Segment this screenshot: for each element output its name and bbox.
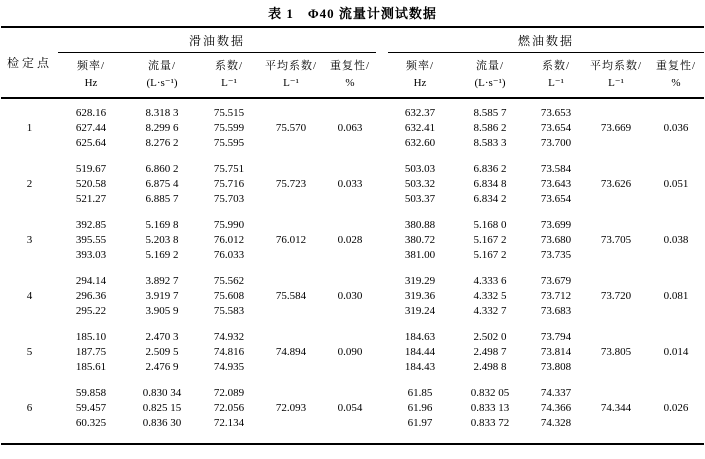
cell-lube-flow: 2.476 9	[145, 361, 179, 373]
cell-lube-coefficient: 72.089	[213, 387, 245, 399]
cell-point	[1, 416, 58, 444]
column-header-frequency: 频率/ Hz	[388, 53, 452, 99]
cell-fuel-flow: 5.168 0	[473, 219, 507, 231]
cell-lube-average	[258, 263, 324, 289]
cell-lube-flow: 3.905 9	[145, 305, 179, 317]
cell-point: 2	[26, 178, 33, 190]
cell-fuel-flow: 2.498 7	[473, 346, 507, 358]
cell-lube-average	[258, 151, 324, 177]
cell-fuel-coefficient: 74.366	[540, 402, 572, 414]
cell-fuel-repeatability	[648, 151, 704, 177]
cell-lube-flow: 8.318 3	[145, 107, 179, 119]
cell-fuel-repeatability	[648, 207, 704, 233]
cell-point	[1, 319, 58, 345]
cell-gap	[376, 345, 388, 360]
cell-lube-frequency: 392.85	[75, 219, 107, 231]
cell-lube-frequency: 294.14	[75, 275, 107, 287]
cell-fuel-coefficient: 73.700	[540, 137, 572, 149]
cell-lube-frequency: 627.44	[75, 122, 107, 134]
cell-point	[1, 304, 58, 319]
table-title	[0, 0, 705, 26]
cell-fuel-average	[584, 151, 648, 177]
cell-fuel-repeatability	[648, 319, 704, 345]
cell-lube-frequency: 187.75	[75, 346, 107, 358]
cell-lube-flow: 8.276 2	[145, 137, 179, 149]
cell-gap	[376, 98, 388, 121]
cell-gap	[376, 401, 388, 416]
table-row	[1, 121, 704, 136]
cell-lube-average	[258, 98, 324, 121]
cell-fuel-repeatability	[648, 192, 704, 207]
cell-fuel-flow: 0.833 13	[470, 402, 510, 414]
cell-fuel-flow: 8.585 7	[473, 107, 507, 119]
cell-fuel-flow: 4.333 6	[473, 275, 507, 287]
cell-gap	[376, 304, 388, 319]
cell-lube-repeatability	[324, 263, 376, 289]
cell-gap	[376, 121, 388, 136]
cell-lube-frequency: 185.61	[75, 361, 107, 373]
cell-lube-frequency: 296.36	[75, 290, 107, 302]
cell-fuel-average	[584, 207, 648, 233]
cell-fuel-coefficient: 74.337	[540, 387, 572, 399]
group-gap	[376, 27, 388, 53]
cell-fuel-average: 73.626	[600, 178, 632, 190]
cell-fuel-frequency: 184.44	[404, 346, 436, 358]
cell-gap	[376, 233, 388, 248]
cell-fuel-repeatability	[648, 375, 704, 401]
cell-fuel-repeatability	[648, 98, 704, 121]
table-row	[1, 375, 704, 401]
cell-point: 4	[26, 290, 33, 302]
cell-fuel-coefficient: 73.643	[540, 178, 572, 190]
group-header-fuel: 燃油数据	[388, 27, 704, 53]
cell-fuel-flow: 6.834 8	[473, 178, 507, 190]
cell-fuel-flow: 8.583 3	[473, 137, 507, 149]
cell-fuel-frequency: 503.03	[404, 163, 436, 175]
cell-lube-repeatability: 0.063	[337, 122, 363, 134]
cell-lube-frequency: 395.55	[75, 234, 107, 246]
cell-lube-frequency: 59.457	[75, 402, 107, 414]
cell-fuel-frequency: 61.97	[407, 417, 433, 429]
table-row	[1, 263, 704, 289]
cell-gap	[376, 263, 388, 289]
cell-lube-average	[258, 136, 324, 151]
cell-lube-average	[258, 319, 324, 345]
cell-lube-repeatability	[324, 360, 376, 375]
cell-fuel-frequency: 380.72	[404, 234, 436, 246]
cell-fuel-flow: 6.836 2	[473, 163, 507, 175]
cell-lube-average: 75.570	[275, 122, 307, 134]
cell-fuel-coefficient: 73.699	[540, 219, 572, 231]
cell-lube-flow: 2.509 5	[145, 346, 179, 358]
cell-fuel-flow: 8.586 2	[473, 122, 507, 134]
cell-lube-average	[258, 375, 324, 401]
column-header-average-coefficient: 平均系数/ L⁻¹	[584, 53, 648, 99]
cell-gap	[376, 136, 388, 151]
table-row	[1, 192, 704, 207]
cell-fuel-frequency: 381.00	[404, 249, 436, 261]
cell-lube-coefficient: 76.033	[213, 249, 245, 261]
cell-fuel-coefficient: 73.680	[540, 234, 572, 246]
cell-lube-flow: 5.169 2	[145, 249, 179, 261]
cell-fuel-average	[584, 263, 648, 289]
cell-point	[1, 263, 58, 289]
cell-point: 1	[26, 122, 33, 134]
measurement-table	[1, 26, 704, 445]
table-row	[1, 233, 704, 248]
cell-lube-frequency: 520.58	[75, 178, 107, 190]
cell-lube-frequency: 628.16	[75, 107, 107, 119]
cell-fuel-average	[584, 98, 648, 121]
cell-lube-coefficient: 75.562	[213, 275, 245, 287]
cell-fuel-repeatability	[648, 248, 704, 263]
cell-fuel-repeatability: 0.026	[663, 402, 689, 414]
cell-fuel-flow: 4.332 5	[473, 290, 507, 302]
cell-fuel-frequency: 184.43	[404, 361, 436, 373]
cell-lube-frequency: 295.22	[75, 305, 107, 317]
cell-fuel-coefficient: 73.808	[540, 361, 572, 373]
cell-fuel-average	[584, 360, 648, 375]
cell-lube-flow: 6.875 4	[145, 178, 179, 190]
cell-fuel-average	[584, 248, 648, 263]
cell-fuel-repeatability	[648, 360, 704, 375]
cell-lube-coefficient: 75.599	[213, 122, 245, 134]
cell-lube-coefficient: 74.935	[213, 361, 245, 373]
cell-fuel-frequency: 632.60	[404, 137, 436, 149]
cell-fuel-repeatability: 0.014	[663, 346, 689, 358]
table-header	[1, 27, 704, 98]
cell-fuel-average	[584, 416, 648, 444]
cell-lube-average: 76.012	[275, 234, 307, 246]
cell-lube-frequency: 59.858	[75, 387, 107, 399]
cell-fuel-average: 74.344	[600, 402, 632, 414]
cell-lube-flow: 5.169 8	[145, 219, 179, 231]
table-row	[1, 319, 704, 345]
cell-lube-coefficient: 75.583	[213, 305, 245, 317]
cell-lube-coefficient: 75.515	[213, 107, 245, 119]
table-row	[1, 304, 704, 319]
cell-fuel-repeatability: 0.081	[663, 290, 689, 302]
cell-lube-coefficient: 72.056	[213, 402, 245, 414]
table-row	[1, 248, 704, 263]
cell-lube-frequency: 60.325	[75, 417, 107, 429]
cell-point: 5	[26, 346, 33, 358]
cell-point	[1, 151, 58, 177]
cell-lube-coefficient: 72.134	[213, 417, 245, 429]
cell-lube-flow: 8.299 6	[145, 122, 179, 134]
column-header-row	[1, 53, 704, 99]
cell-fuel-frequency: 184.63	[404, 331, 436, 343]
cell-fuel-frequency: 319.29	[404, 275, 436, 287]
cell-fuel-coefficient: 73.814	[540, 346, 572, 358]
group-gap	[376, 53, 388, 99]
cell-gap	[376, 207, 388, 233]
column-header-flow-rate: 流量/ (L·s⁻¹)	[452, 53, 528, 99]
cell-lube-repeatability: 0.033	[337, 178, 363, 190]
cell-lube-coefficient: 75.595	[213, 137, 245, 149]
cell-fuel-coefficient: 73.654	[540, 122, 572, 134]
cell-lube-repeatability	[324, 207, 376, 233]
cell-lube-coefficient: 75.990	[213, 219, 245, 231]
cell-fuel-average	[584, 319, 648, 345]
cell-lube-repeatability	[324, 248, 376, 263]
cell-fuel-repeatability	[648, 304, 704, 319]
cell-gap	[376, 248, 388, 263]
cell-lube-flow: 3.892 7	[145, 275, 179, 287]
cell-lube-frequency: 185.10	[75, 331, 107, 343]
cell-lube-repeatability: 0.090	[337, 346, 363, 358]
cell-fuel-frequency: 61.85	[407, 387, 433, 399]
table-row	[1, 360, 704, 375]
cell-fuel-coefficient: 73.679	[540, 275, 572, 287]
cell-fuel-flow: 2.498 8	[473, 361, 507, 373]
cell-point	[1, 98, 58, 121]
cell-point	[1, 375, 58, 401]
cell-point: 6	[26, 402, 33, 414]
table-body	[1, 98, 704, 444]
table-row	[1, 401, 704, 416]
cell-lube-flow: 2.470 3	[145, 331, 179, 343]
cell-fuel-coefficient: 73.735	[540, 249, 572, 261]
cell-fuel-repeatability	[648, 416, 704, 444]
cell-point	[1, 360, 58, 375]
cell-lube-repeatability: 0.030	[337, 290, 363, 302]
corner-header: 检定点	[1, 27, 58, 98]
cell-lube-repeatability	[324, 151, 376, 177]
cell-fuel-frequency: 380.88	[404, 219, 436, 231]
cell-fuel-average	[584, 136, 648, 151]
group-header-lube: 滑油数据	[58, 27, 376, 53]
cell-lube-coefficient: 75.716	[213, 178, 245, 190]
cell-fuel-average	[584, 375, 648, 401]
cell-lube-flow: 6.885 7	[145, 193, 179, 205]
cell-gap	[376, 289, 388, 304]
cell-fuel-repeatability: 0.051	[663, 178, 689, 190]
cell-fuel-average: 73.669	[600, 122, 632, 134]
table-subject: Φ40 流量计测试数据	[307, 6, 437, 21]
cell-fuel-frequency: 503.37	[404, 193, 436, 205]
cell-lube-repeatability	[324, 304, 376, 319]
cell-lube-average	[258, 192, 324, 207]
table-number: 表 1	[268, 6, 294, 21]
cell-lube-repeatability	[324, 98, 376, 121]
cell-lube-coefficient: 74.932	[213, 331, 245, 343]
cell-fuel-average	[584, 192, 648, 207]
cell-lube-flow: 6.860 2	[145, 163, 179, 175]
cell-lube-average	[258, 360, 324, 375]
cell-lube-average	[258, 416, 324, 444]
cell-lube-coefficient: 75.703	[213, 193, 245, 205]
column-header-repeatability: 重复性/ %	[324, 53, 376, 99]
cell-lube-frequency: 521.27	[75, 193, 107, 205]
cell-point: 3	[26, 234, 33, 246]
cell-fuel-flow: 5.167 2	[473, 249, 507, 261]
cell-lube-frequency: 625.64	[75, 137, 107, 149]
cell-fuel-frequency: 319.24	[404, 305, 436, 317]
cell-fuel-average: 73.705	[600, 234, 632, 246]
cell-lube-average: 75.723	[275, 178, 307, 190]
cell-fuel-coefficient: 74.328	[540, 417, 572, 429]
cell-fuel-repeatability	[648, 136, 704, 151]
cell-fuel-coefficient: 73.683	[540, 305, 572, 317]
cell-fuel-frequency: 61.96	[407, 402, 433, 414]
cell-lube-frequency: 393.03	[75, 249, 107, 261]
cell-fuel-coefficient: 73.584	[540, 163, 572, 175]
group-header-row	[1, 27, 704, 53]
cell-fuel-flow: 4.332 7	[473, 305, 507, 317]
column-header-coefficient: 系数/ L⁻¹	[528, 53, 584, 99]
cell-fuel-coefficient: 73.712	[540, 290, 572, 302]
cell-gap	[376, 319, 388, 345]
cell-fuel-frequency: 503.32	[404, 178, 436, 190]
cell-lube-average: 72.093	[275, 402, 307, 414]
cell-point	[1, 136, 58, 151]
cell-fuel-flow: 2.502 0	[473, 331, 507, 343]
cell-lube-flow: 0.830 34	[142, 387, 182, 399]
cell-lube-repeatability	[324, 416, 376, 444]
cell-gap	[376, 177, 388, 192]
cell-lube-flow: 3.919 7	[145, 290, 179, 302]
cell-lube-coefficient: 75.608	[213, 290, 245, 302]
cell-fuel-flow: 0.832 05	[470, 387, 510, 399]
cell-fuel-coefficient: 73.653	[540, 107, 572, 119]
table-row	[1, 151, 704, 177]
cell-fuel-flow: 0.833 72	[470, 417, 510, 429]
cell-gap	[376, 360, 388, 375]
cell-lube-average: 75.584	[275, 290, 307, 302]
cell-point	[1, 207, 58, 233]
cell-fuel-average: 73.720	[600, 290, 632, 302]
table-row	[1, 416, 704, 444]
cell-lube-repeatability	[324, 319, 376, 345]
cell-lube-repeatability	[324, 136, 376, 151]
cell-lube-average	[258, 248, 324, 263]
cell-lube-repeatability	[324, 375, 376, 401]
column-header-flow-rate: 流量/ (L·s⁻¹)	[124, 53, 200, 99]
cell-gap	[376, 151, 388, 177]
table-row	[1, 136, 704, 151]
table-row	[1, 207, 704, 233]
cell-lube-flow: 0.825 15	[142, 402, 182, 414]
cell-lube-frequency: 519.67	[75, 163, 107, 175]
cell-fuel-flow: 5.167 2	[473, 234, 507, 246]
cell-gap	[376, 416, 388, 444]
table-row	[1, 289, 704, 304]
cell-fuel-repeatability	[648, 263, 704, 289]
cell-lube-coefficient: 75.751	[213, 163, 245, 175]
table-row	[1, 98, 704, 121]
column-header-frequency: 频率/ Hz	[58, 53, 124, 99]
cell-fuel-repeatability: 0.038	[663, 234, 689, 246]
cell-point	[1, 248, 58, 263]
column-header-average-coefficient: 平均系数/ L⁻¹	[258, 53, 324, 99]
column-header-repeatability: 重复性/ %	[648, 53, 704, 99]
cell-lube-average	[258, 304, 324, 319]
cell-gap	[376, 375, 388, 401]
cell-fuel-average	[584, 304, 648, 319]
cell-point	[1, 192, 58, 207]
cell-lube-average	[258, 207, 324, 233]
cell-fuel-coefficient: 73.794	[540, 331, 572, 343]
table-row	[1, 177, 704, 192]
cell-gap	[376, 192, 388, 207]
cell-fuel-frequency: 632.41	[404, 122, 436, 134]
cell-lube-flow: 0.836 30	[142, 417, 182, 429]
column-header-coefficient: 系数/ L⁻¹	[200, 53, 258, 99]
cell-lube-repeatability: 0.054	[337, 402, 363, 414]
cell-fuel-coefficient: 73.654	[540, 193, 572, 205]
cell-fuel-average: 73.805	[600, 346, 632, 358]
cell-lube-coefficient: 76.012	[213, 234, 245, 246]
cell-lube-repeatability	[324, 192, 376, 207]
cell-fuel-repeatability: 0.036	[663, 122, 689, 134]
cell-lube-coefficient: 74.816	[213, 346, 245, 358]
cell-lube-repeatability: 0.028	[337, 234, 363, 246]
cell-fuel-frequency: 319.36	[404, 290, 436, 302]
cell-lube-flow: 5.203 8	[145, 234, 179, 246]
cell-fuel-flow: 6.834 2	[473, 193, 507, 205]
cell-fuel-frequency: 632.37	[404, 107, 436, 119]
cell-lube-average: 74.894	[275, 346, 307, 358]
table-row	[1, 345, 704, 360]
